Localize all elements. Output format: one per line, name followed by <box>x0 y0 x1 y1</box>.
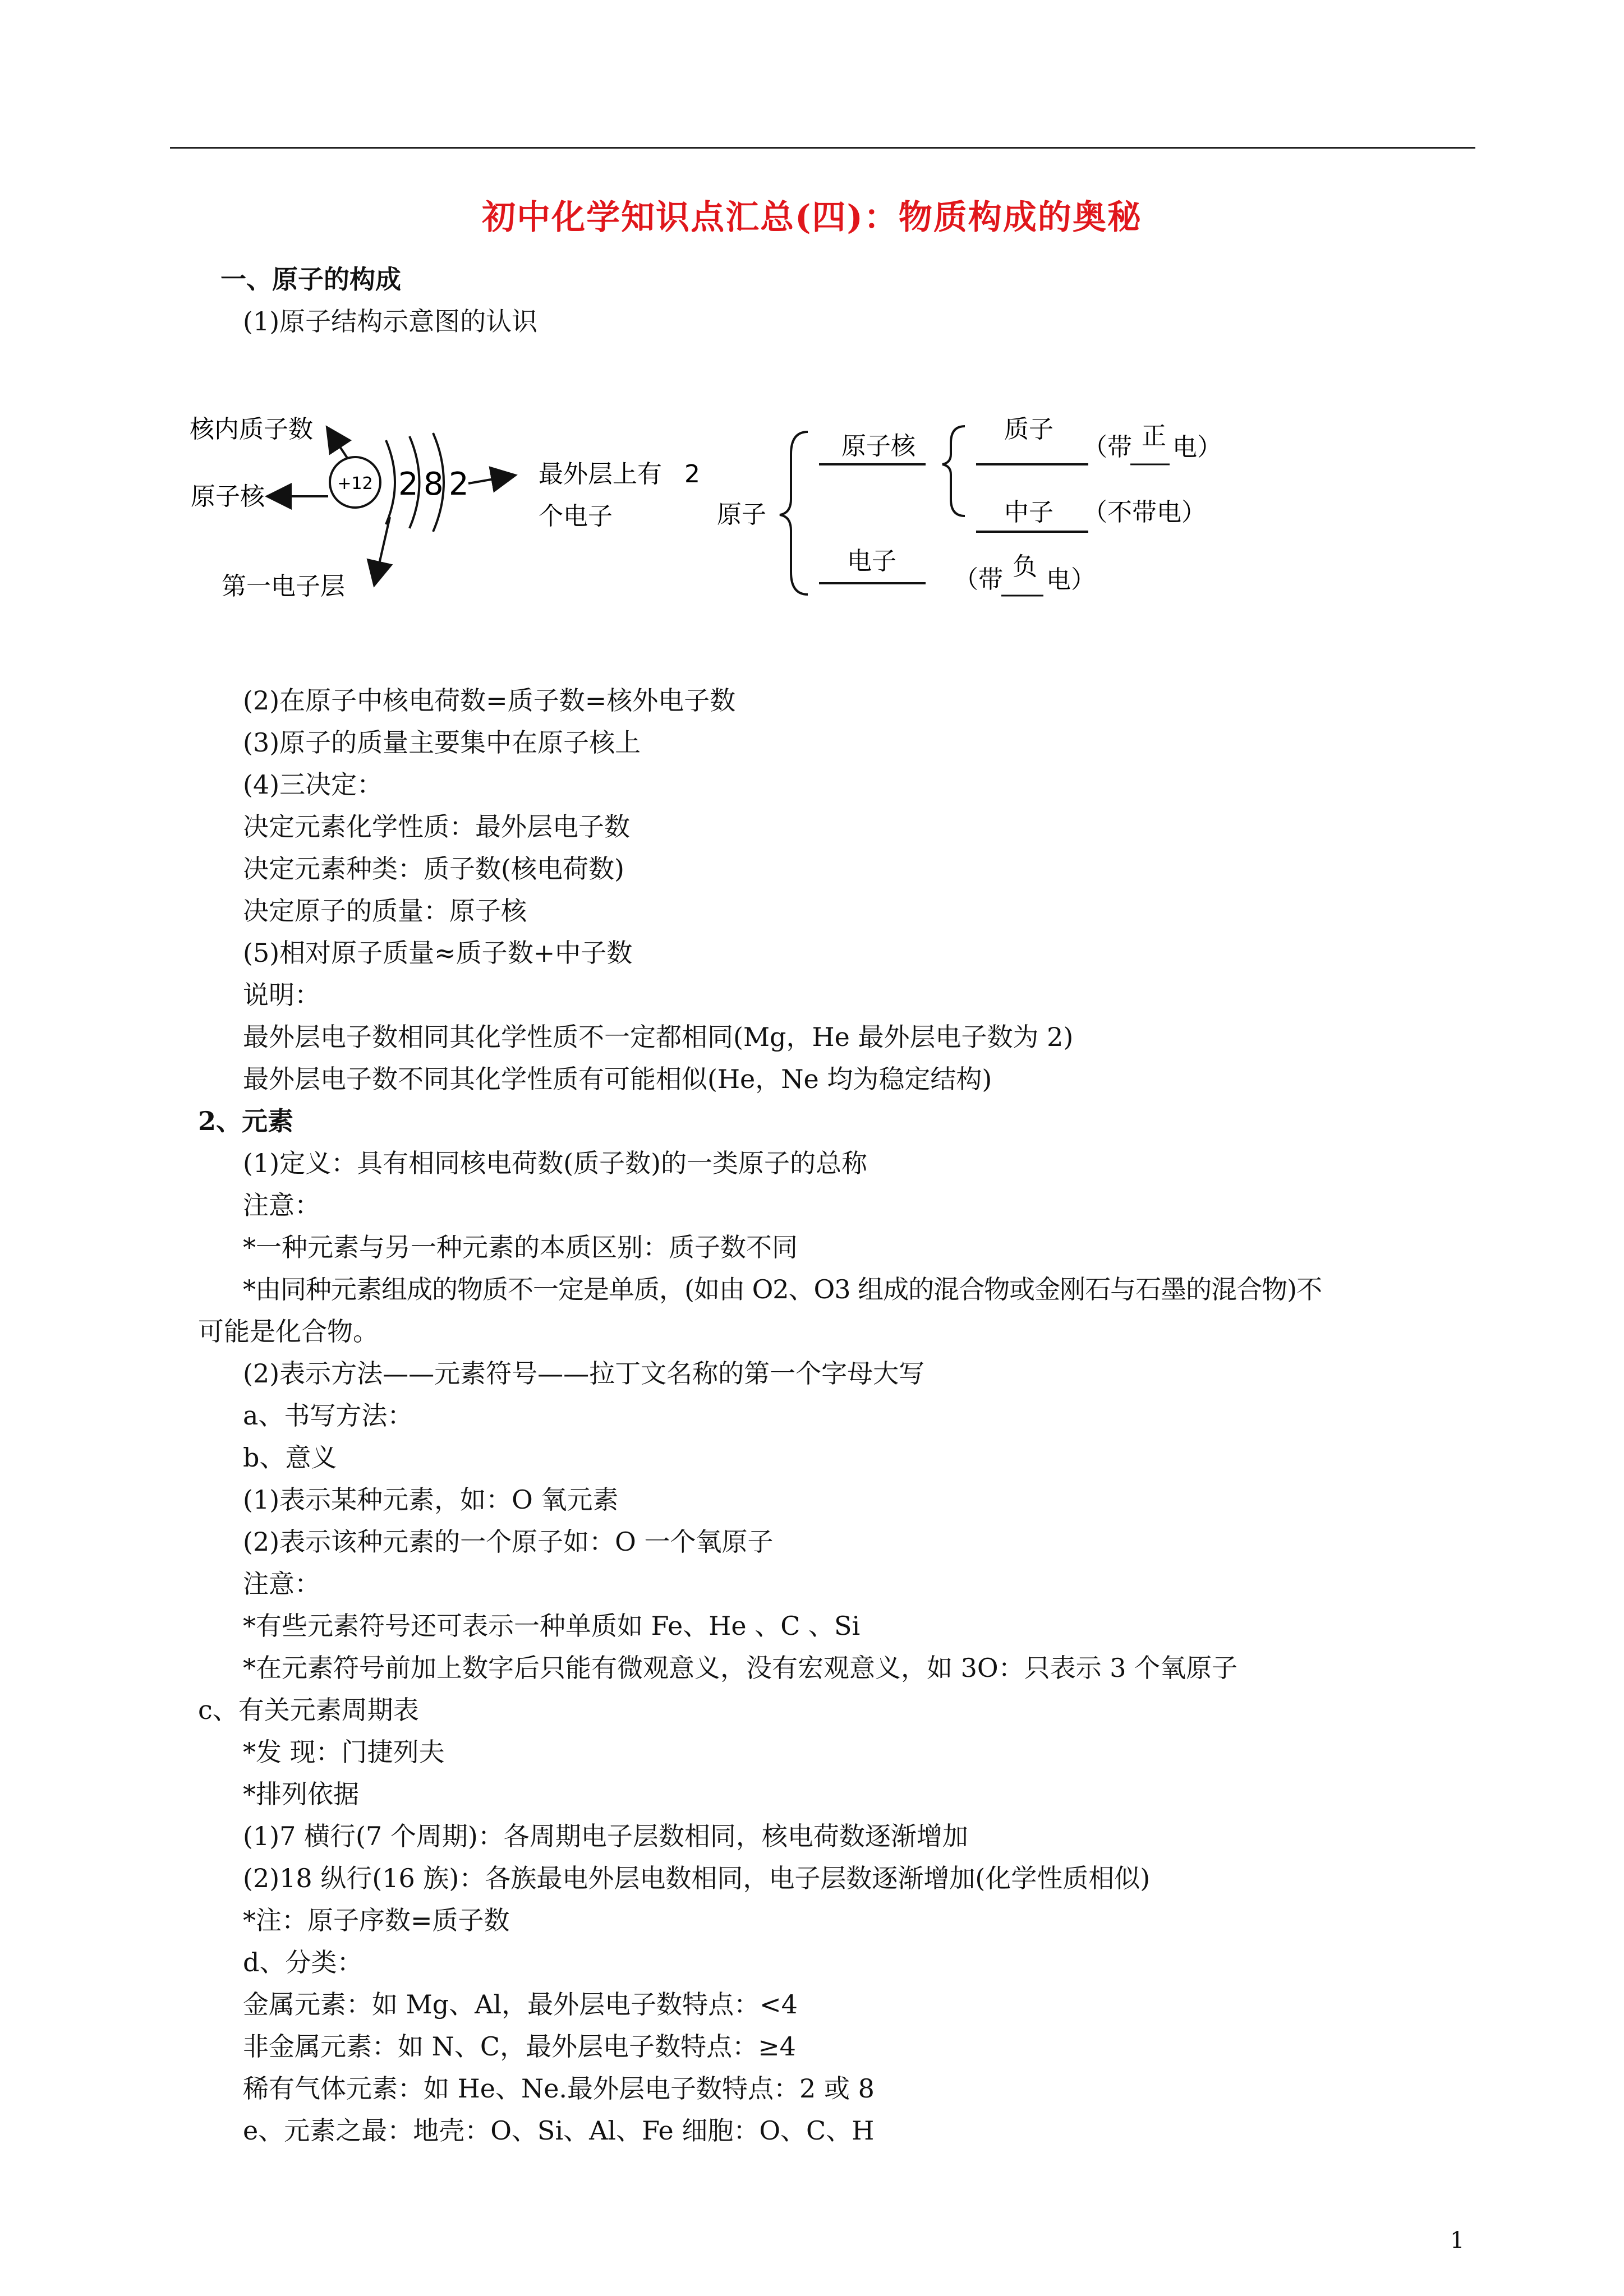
s2-line: 稀有气体元素：如 He、Ne.最外层电子数特点：2 或 8 <box>243 2073 875 2104</box>
s1-line: (3)原子的质量主要集中在原子核上 <box>243 727 641 758</box>
s2-line: (1)表示某种元素，如：O 氧元素 <box>243 1484 619 1515</box>
page-number: 1 <box>1450 2228 1465 2253</box>
s2-line: 非金属元素：如 N、C，最外层电子数特点：≥4 <box>243 2031 796 2062</box>
s2-line: (1)定义：具有相同核电荷数(质子数)的一类原子的总称 <box>243 1148 868 1178</box>
s2-line: *在元素符号前加上数字后只能有微观意义，没有宏观意义，如 3O：只表示 3 个氧原子 <box>243 1653 1238 1683</box>
s2-line: a、书写方法： <box>243 1400 413 1431</box>
s2-line: (1)7 横行(7 个周期)：各周期电子层数相同，核电荷数逐渐增加 <box>243 1821 968 1851</box>
proton-charge-post: 电） <box>1172 433 1222 462</box>
outer-count: 2 <box>684 460 700 488</box>
brace-nucleus <box>942 426 965 516</box>
tree-neutron: 中子 <box>1004 498 1053 527</box>
s2-line: e、元素之最：地壳：O、Si、Al、Fe 细胞：O、C、H <box>243 2115 875 2146</box>
s2-line: *排列依据 <box>243 1779 359 1809</box>
s2-line: *由同种元素组成的物质不一定是单质，(如由 O2、O3 组成的混合物或金刚石与石墨的混合物)不 <box>243 1274 1322 1304</box>
nucleus-charge: +12 <box>337 474 373 494</box>
s2-line: 金属元素：如 Mg、Al，最外层电子数特点：<4 <box>243 1989 798 2020</box>
tree-proton: 质子 <box>1004 415 1053 444</box>
electron-charge-pre: （带 <box>954 565 1003 594</box>
atom-structure-diagram <box>168 393 1262 628</box>
s2-line: 注意： <box>243 1569 320 1599</box>
tree-electron: 电子 <box>847 547 896 575</box>
s2-line: (2)表示该种元素的一个原子如：O 一个氧原子 <box>243 1527 774 1557</box>
s2-line: d、分类： <box>243 1947 363 1977</box>
outer-label-2: 个电子 <box>539 502 613 531</box>
header-rule <box>170 147 1475 149</box>
tree-nucleus: 原子核 <box>841 432 915 460</box>
s2-line: b、意义 <box>243 1442 337 1473</box>
s2-line: (2)表示方法——元素符号——拉丁文名称的第一个字母大写 <box>243 1358 925 1389</box>
s1-line: 决定元素种类：质子数(核电荷数) <box>243 854 624 884</box>
neutron-charge: （不带电） <box>1083 498 1206 527</box>
electron-charge-fill: 负 <box>1013 552 1037 581</box>
shell-arc-1 <box>386 440 395 524</box>
section1-sub1: (1)原子结构示意图的认识 <box>243 306 538 336</box>
electron-charge-post: 电） <box>1046 565 1096 594</box>
shell-count-2: 8 <box>424 466 444 502</box>
arrow-protons <box>328 429 348 459</box>
s1-line: 决定元素化学性质：最外层电子数 <box>243 812 630 842</box>
s2-line: *发 现：门捷列夫 <box>243 1737 445 1767</box>
s1-line: (4)三决定： <box>243 769 383 800</box>
s2-line: *一种元素与另一种元素的本质区别：质子数不同 <box>243 1232 798 1262</box>
s2-line-wrap: 可能是化合物。 <box>198 1316 379 1347</box>
s1-line: 决定原子的质量：原子核 <box>243 896 527 926</box>
arrow-outer <box>468 476 513 483</box>
page-title: 初中化学知识点汇总(四)：物质构成的奥秘 <box>482 198 1142 237</box>
s1-line: (5)相对原子质量≈质子数+中子数 <box>243 938 633 968</box>
shell-count-3: 2 <box>449 466 469 502</box>
s2-line: *有些元素符号还可表示一种单质如 Fe、He 、C 、Si <box>243 1611 861 1641</box>
section2-heading: 2、元素 <box>198 1106 294 1136</box>
s1-line: 说明： <box>243 980 320 1010</box>
s2-line: (2)18 纵行(16 族)：各族最电外层电数相同，电子层数逐渐增加(化学性质相似) <box>243 1863 1151 1893</box>
s2-line: 注意： <box>243 1190 320 1220</box>
tree-atom: 原子 <box>717 500 766 529</box>
label-first-shell: 第一电子层 <box>222 572 345 601</box>
label-protons: 核内质子数 <box>190 415 313 444</box>
arrow-first-shell <box>375 517 390 583</box>
proton-charge-fill: 正 <box>1142 422 1166 450</box>
s2-c-line: c、有关元素周期表 <box>198 1695 419 1725</box>
outer-label-1: 最外层上有 <box>539 460 662 488</box>
s1-line: 最外层电子数不同其化学性质有可能相似(He，Ne 均为稳定结构) <box>243 1064 992 1094</box>
s1-line: 最外层电子数相同其化学性质不一定都相同(Mg，He 最外层电子数为 2) <box>243 1022 1074 1052</box>
section1-heading: 一、原子的构成 <box>220 264 401 294</box>
shell-count-1: 2 <box>398 466 418 502</box>
brace-atom <box>780 432 808 594</box>
s2-line: *注：原子序数=质子数 <box>243 1905 510 1935</box>
s1-line: (2)在原子中核电荷数=质子数=核外电子数 <box>243 685 736 716</box>
label-nucleus: 原子核 <box>191 482 265 511</box>
proton-charge-pre: （带 <box>1083 433 1132 462</box>
